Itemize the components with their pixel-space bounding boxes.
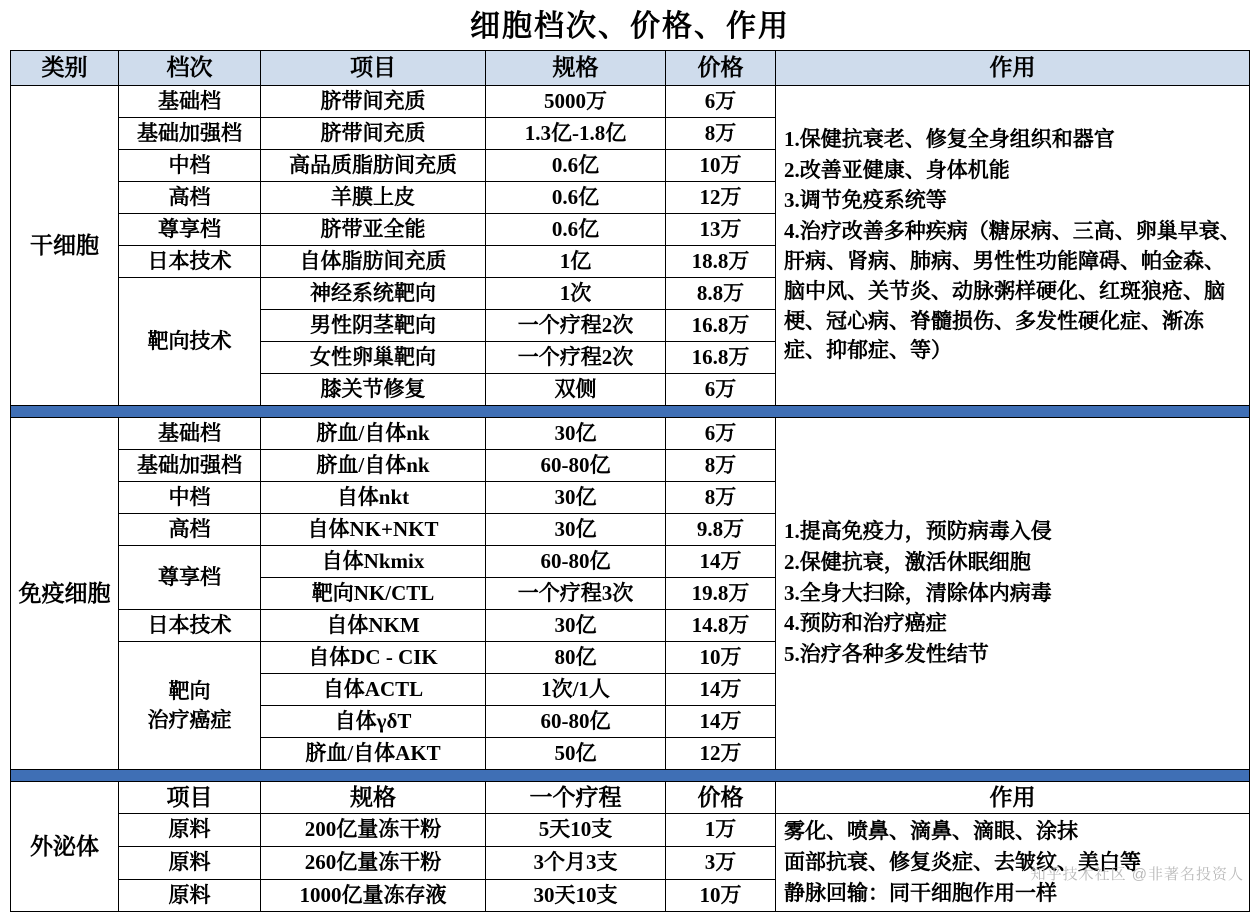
- price-cell: 6万: [666, 418, 776, 450]
- header-tier: 档次: [119, 51, 261, 86]
- item-cell: 羊膜上皮: [261, 182, 486, 214]
- spec-cell: 一个疗程3次: [486, 578, 666, 610]
- header-effect: 作用: [776, 51, 1250, 86]
- item-cell: 脐带间充质: [261, 118, 486, 150]
- tier-cell: 日本技术: [119, 246, 261, 278]
- price-cell: 1万: [666, 814, 776, 847]
- tier-cell: 中档: [119, 482, 261, 514]
- page-title: 细胞档次、价格、作用: [470, 10, 790, 43]
- tier-cell: 尊享档: [119, 214, 261, 246]
- spec-cell: 0.6亿: [486, 214, 666, 246]
- spec-cell: 1000亿量冻存液: [261, 879, 486, 912]
- spec-cell: 50亿: [486, 738, 666, 770]
- spec-cell: 30亿: [486, 482, 666, 514]
- item-cell: 脐带间充质: [261, 86, 486, 118]
- effect-exosome: [776, 814, 1250, 912]
- effect-line: 1.提高免疫力，预防病毒入侵: [784, 518, 1052, 543]
- effect-line: 3.调节免疫系统等: [784, 188, 947, 213]
- spec-cell: 200亿量冻干粉: [261, 814, 486, 847]
- effect-line: 5.治疗各种多发性结节: [784, 642, 989, 667]
- spec-cell: 0.6亿: [486, 150, 666, 182]
- price-cell: 6万: [666, 374, 776, 406]
- item-cell: 膝关节修复: [261, 374, 486, 406]
- tier-cell-premium: 尊享档: [119, 546, 261, 610]
- header-category: 类别: [11, 51, 119, 86]
- effect-line: 2.改善亚健康、身体机能: [784, 157, 1010, 182]
- price-cell: 9.8万: [666, 514, 776, 546]
- tier-line-1: 靶向: [168, 679, 211, 704]
- table-row: [11, 86, 1250, 118]
- price-cell: 18.8万: [666, 246, 776, 278]
- item-cell: 自体DC - CIK: [261, 642, 486, 674]
- spec-cell: 双侧: [486, 374, 666, 406]
- item-cell: 高品质脂肪间充质: [261, 150, 486, 182]
- spec-cell: 30亿: [486, 610, 666, 642]
- spec-cell: 1次: [486, 278, 666, 310]
- effect-line: 2.保健抗衰，激活休眠细胞: [784, 549, 1031, 574]
- price-table: [10, 50, 1250, 912]
- effect-line: 静脉回输：同干细胞作用一样: [784, 880, 1057, 905]
- effect-line: 1.保健抗衰老、修复全身组织和器官: [784, 126, 1115, 151]
- item-cell: 自体γδT: [261, 706, 486, 738]
- spec-cell: 0.6亿: [486, 182, 666, 214]
- item-cell: 自体Nkmix: [261, 546, 486, 578]
- tier-cell: 基础档: [119, 86, 261, 118]
- table-row: [11, 814, 1250, 847]
- table-row: [11, 418, 1250, 450]
- item-cell: 脐血/自体nk: [261, 418, 486, 450]
- spec-cell: 1.3亿-1.8亿: [486, 118, 666, 150]
- item-cell: 男性阴茎靶向: [261, 310, 486, 342]
- tier-cell: 基础档: [119, 418, 261, 450]
- item-cell: 神经系统靶向: [261, 278, 486, 310]
- header-price: 价格: [666, 51, 776, 86]
- tier-cell: 日本技术: [119, 610, 261, 642]
- spec-cell: 60-80亿: [486, 450, 666, 482]
- spec-cell: 30亿: [486, 418, 666, 450]
- spec-cell: 80亿: [486, 642, 666, 674]
- course-cell: 30天10支: [486, 879, 666, 912]
- item-cell: 脐血/自体AKT: [261, 738, 486, 770]
- spec-cell: 1亿: [486, 246, 666, 278]
- section-divider: [11, 406, 1250, 418]
- price-cell: 14万: [666, 546, 776, 578]
- category-immune-cell: 免疫细胞: [11, 418, 119, 770]
- spec-cell: 30亿: [486, 514, 666, 546]
- price-cell: 10万: [666, 150, 776, 182]
- header-spec: 规格: [486, 51, 666, 86]
- price-cell: 16.8万: [666, 342, 776, 374]
- tier-cell: 中档: [119, 150, 261, 182]
- effect-line: 雾化、喷鼻、滴鼻、滴眼、涂抹: [784, 819, 1078, 843]
- tier-cell-targeted: 靶向技术: [119, 278, 261, 406]
- spec-cell: 60-80亿: [486, 546, 666, 578]
- price-cell: 8万: [666, 450, 776, 482]
- price-cell: 8.8万: [666, 278, 776, 310]
- table-header-row: [11, 51, 1250, 86]
- spec-cell: 260亿量冻干粉: [261, 846, 486, 879]
- price-cell: 13万: [666, 214, 776, 246]
- tier-cell-cancer-targeted: [119, 642, 261, 770]
- header-item: 项目: [261, 51, 486, 86]
- effect-line: 4.预防和治疗癌症: [784, 611, 947, 636]
- effect-line: 面部抗衰、修复炎症、去皱纹、美白等: [784, 849, 1141, 874]
- watermark: 知乎技术社区 @非著名投资人: [1030, 866, 1244, 883]
- subheader-spec: 规格: [261, 782, 486, 814]
- item-cell: 脐血/自体nk: [261, 450, 486, 482]
- section-divider: [11, 770, 1250, 782]
- effect-line: 4.治疗改善多种疾病（糖尿病、三高、卵巢早衰、肝病、肾病、肺病、男性性功能障碍、帕金森、脑中风、关节炎、动脉粥样硬化、红斑狼疮、脑梗、冠心病、脊髓损伤、多发性硬化症、渐冻症、抑郁症、等）: [784, 219, 1241, 363]
- course-cell: 5天10支: [486, 814, 666, 847]
- price-cell: 14万: [666, 674, 776, 706]
- effect-stem-cell: [776, 86, 1250, 406]
- price-cell: 14.8万: [666, 610, 776, 642]
- price-cell: 12万: [666, 738, 776, 770]
- item-cell: 原料: [119, 846, 261, 879]
- price-cell: 8万: [666, 118, 776, 150]
- price-cell: 6万: [666, 86, 776, 118]
- subheader-course: 一个疗程: [486, 782, 666, 814]
- spec-cell: 一个疗程2次: [486, 310, 666, 342]
- price-cell: 14万: [666, 706, 776, 738]
- table-subheader-row: [11, 782, 1250, 814]
- tier-line-2: 治疗癌症: [147, 707, 232, 732]
- item-cell: 自体NK+NKT: [261, 514, 486, 546]
- item-cell: 自体ACTL: [261, 674, 486, 706]
- spec-cell: 5000万: [486, 86, 666, 118]
- item-cell: 靶向NK/CTL: [261, 578, 486, 610]
- category-exosome: 外泌体: [11, 782, 119, 912]
- item-cell: 自体NKM: [261, 610, 486, 642]
- subheader-price: 价格: [666, 782, 776, 814]
- tier-cell: 高档: [119, 182, 261, 214]
- tier-cell: 基础加强档: [119, 118, 261, 150]
- price-cell: 10万: [666, 879, 776, 912]
- effect-line: 3.全身大扫除，清除体内病毒: [784, 580, 1052, 605]
- price-cell: 10万: [666, 642, 776, 674]
- price-cell: 8万: [666, 482, 776, 514]
- price-cell: 12万: [666, 182, 776, 214]
- price-cell: 3万: [666, 846, 776, 879]
- effect-immune-cell: [776, 418, 1250, 770]
- price-cell: 19.8万: [666, 578, 776, 610]
- spec-cell: 1次/1人: [486, 674, 666, 706]
- item-cell: 自体nkt: [261, 482, 486, 514]
- tier-cell: 高档: [119, 514, 261, 546]
- item-cell: 原料: [119, 879, 261, 912]
- price-cell: 16.8万: [666, 310, 776, 342]
- subheader-item: 项目: [119, 782, 261, 814]
- item-cell: 原料: [119, 814, 261, 847]
- item-cell: 自体脂肪间充质: [261, 246, 486, 278]
- category-stem-cell: 干细胞: [11, 86, 119, 406]
- item-cell: 脐带亚全能: [261, 214, 486, 246]
- course-cell: 3个月3支: [486, 846, 666, 879]
- spec-cell: 60-80亿: [486, 706, 666, 738]
- spec-cell: 一个疗程2次: [486, 342, 666, 374]
- subheader-effect: 作用: [776, 782, 1250, 814]
- item-cell: 女性卵巢靶向: [261, 342, 486, 374]
- tier-cell: 基础加强档: [119, 450, 261, 482]
